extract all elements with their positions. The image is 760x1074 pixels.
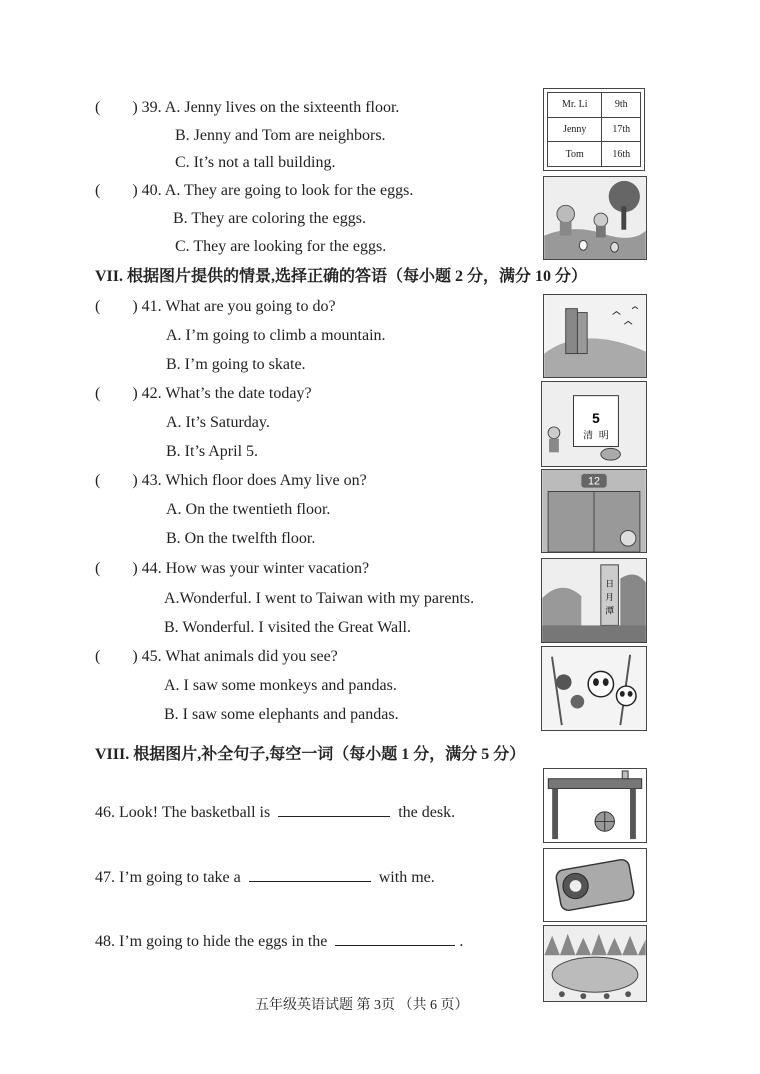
q39-option-b: B. Jenny and Tom are neighbors.	[175, 127, 386, 144]
calendar-date: 5	[592, 411, 600, 427]
elevator-picture	[541, 469, 647, 553]
floor-table-cell: 17th	[602, 117, 641, 142]
easter-egg-hunt-picture	[543, 176, 647, 260]
floor-table-cell: Mr. Li	[548, 93, 602, 118]
monkeys-and-pandas-picture	[541, 646, 647, 731]
q40-option-b: B. They are coloring the eggs.	[173, 210, 366, 227]
sun-moon-lake-picture	[541, 558, 647, 643]
q47-sentence: 47. I’m going to take a with me.	[95, 869, 435, 886]
calendar-char: 清	[583, 430, 594, 442]
q39-option-c: C. It’s not a tall building.	[175, 154, 336, 171]
q44-stem: ( ) 44. How was your winter vacation?	[95, 560, 370, 577]
camera-picture	[543, 848, 647, 922]
answer-blank[interactable]	[278, 802, 390, 817]
calendar-char: 明	[598, 430, 609, 442]
q43-option-b: B. On the twelfth floor.	[166, 530, 316, 547]
elevator-floor-number: 12	[588, 475, 600, 488]
q45-option-b: B. I saw some elephants and pandas.	[164, 706, 399, 723]
stone-char: 月	[605, 593, 615, 604]
q44-option-b: B. Wonderful. I visited the Great Wall.	[164, 619, 411, 636]
floor-table-cell: 9th	[602, 93, 641, 118]
q40-option-c: C. They are looking for the eggs.	[175, 238, 387, 255]
mountain-picture	[543, 294, 647, 378]
calendar-picture	[541, 381, 647, 467]
q41-option-a: A. I’m going to climb a mountain.	[166, 327, 386, 344]
floor-table	[547, 92, 641, 167]
basketball-under-desk-picture	[543, 768, 647, 843]
answer-blank[interactable]	[249, 867, 371, 882]
floor-table-cell: Jenny	[548, 117, 602, 142]
q45-option-a: A. I saw some monkeys and pandas.	[164, 677, 397, 694]
section-viii-title: VIII. 根据图片,补全句子,每空一词（每小题 1 分，满分 5 分）	[95, 746, 526, 763]
q42-stem: ( ) 42. What’s the date today?	[95, 385, 312, 402]
q41-stem: ( ) 41. What are you going to do?	[95, 298, 336, 315]
floor-table-cell: 16th	[602, 142, 641, 167]
q46-sentence: 46. Look! The basketball is the desk.	[95, 804, 456, 821]
q42-option-a: A. It’s Saturday.	[166, 414, 270, 431]
section-vii-title: VII. 根据图片提供的情景,选择正确的答语（每小题 2 分，满分 10 分）	[95, 268, 588, 285]
stone-char: 日	[605, 579, 615, 590]
q45-stem: ( ) 45. What animals did you see?	[95, 648, 338, 665]
q39-stem: ( ) 39. A. Jenny lives on the sixteenth floor.	[95, 99, 400, 116]
q41-option-b: B. I’m going to skate.	[166, 356, 306, 373]
q44-option-a: A.Wonderful. I went to Taiwan with my parents.	[164, 590, 475, 607]
garden-picture	[543, 925, 647, 1002]
stone-char: 潭	[605, 606, 615, 617]
floor-table-cell: Tom	[548, 142, 602, 167]
q43-stem: ( ) 43. Which floor does Amy live on?	[95, 472, 367, 489]
q43-option-a: A. On the twentieth floor.	[166, 501, 331, 518]
q42-option-b: B. It’s April 5.	[166, 443, 259, 460]
answer-blank[interactable]	[335, 931, 455, 946]
q40-stem: ( ) 40. A. They are going to look for the eggs.	[95, 182, 414, 199]
floor-table-picture	[543, 88, 645, 171]
q48-sentence: 48. I’m going to hide the eggs in the .	[95, 933, 464, 950]
page-footer: 五年级英语试题 第 3页 （共 6 页）	[255, 998, 469, 1013]
